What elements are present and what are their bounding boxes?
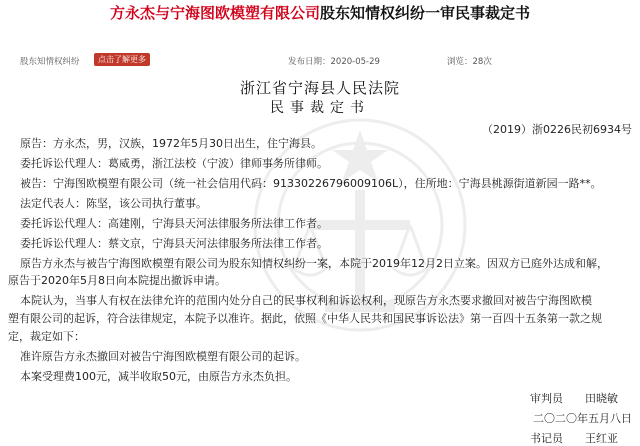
clerk-signature: 书记员 王红亚 [530, 432, 618, 445]
fee-line: 本案受理费100元，减半收取50元，由原告方永杰负担。 [20, 370, 297, 383]
case-background-line-1: 原告方永杰与被告宁海图欧模塑有限公司为股东知情权纠纷一案，本院于2019年12月2日立案。因双方已庭外达成和解， [20, 257, 608, 270]
title-parties: 方永杰与宁海图欧模塑有限公司 [109, 4, 320, 22]
learn-more-button[interactable]: 点击了解更多 [94, 53, 150, 66]
legal-rep-line: 法定代表人：陈坚，该公司执行董事。 [20, 197, 207, 210]
court-name: 浙江省宁海县人民法院 [239, 79, 400, 97]
category-label: 股东知情权纠纷 [20, 57, 80, 67]
defendant-agent-line-2: 委托诉讼代理人：蔡文京，宁海县天河法律服务所法律工作者。 [20, 237, 328, 250]
meta-bar [20, 53, 630, 69]
publish-date: 发布日期：2020-05-29 [288, 57, 380, 67]
reasoning-line-1: 本院认为，当事人有权在法律允许的范围内处分自己的民事权利和诉讼权利，现原告方永杰要求撤回对被告宁海图欧模 [20, 294, 592, 307]
document-type: 民事裁定书 [270, 100, 370, 116]
case-number: （2019）浙0226民初6934号 [482, 123, 632, 136]
view-count: 浏览：28次 [447, 57, 492, 67]
plaintiff-line: 原告：方永杰，男，汉族，1972年5月30日出生，住宁海县。 [20, 137, 322, 150]
defendant-line: 被告：宁海图欧模塑有限公司（统一社会信用代码：91330226796009106L），住所地：宁海县桃源街道新园一路**。 [20, 177, 602, 190]
defendant-agent-line-1: 委托诉讼代理人：高建刚，宁海县天河法律服务所法律工作者。 [20, 217, 328, 230]
title-doc: 股东知情权纠纷一审民事裁定书 [320, 4, 531, 22]
plaintiff-agent-line: 委托诉讼代理人：葛威勇，浙江法校（宁波）律师事务所律师。 [20, 157, 328, 170]
case-background-line-2: 原告于2020年5月8日向本院提出撤诉申请。 [8, 274, 226, 287]
page-title [0, 2, 640, 23]
judgment-document [0, 70, 640, 446]
ruling-line: 准许原告方永杰撤回对被告宁海图欧模塑有限公司的起诉。 [20, 350, 306, 363]
reasoning-line-3: 定，裁定如下： [8, 330, 85, 343]
reasoning-line-2: 塑有限公司的起诉，符合法律规定，本院予以准许。据此，依照《中华人民共和国民事诉讼法》第一百四十五条第一款之规 [8, 312, 602, 325]
ruling-date: 二〇二〇年五月八日 [533, 412, 632, 425]
judge-signature: 审判员 田晓敏 [530, 392, 618, 405]
